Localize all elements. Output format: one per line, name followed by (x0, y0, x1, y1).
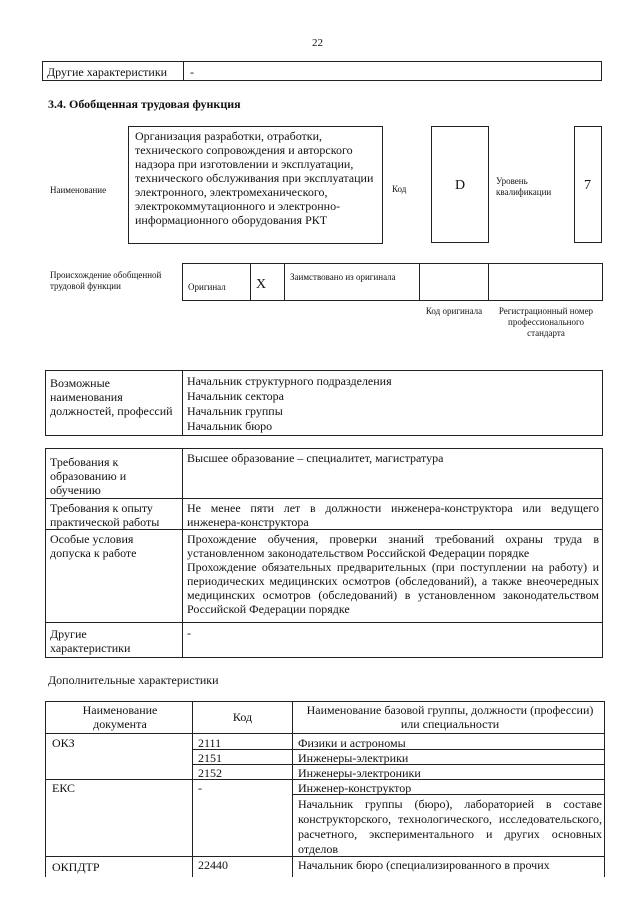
add-eks-name-1: Инженер-конструктор (298, 781, 412, 795)
gf-code-label: Код (392, 184, 407, 194)
page-number: 22 (312, 37, 323, 49)
origin-original-mark: X (256, 277, 267, 292)
gf-code-value: D (455, 178, 466, 193)
add-okpdtr-label: ОКПДТР (52, 860, 100, 874)
add-eks-label: ЕКС (52, 781, 76, 795)
add-okpdtr-name: Начальник бюро (специализированного в прочих (298, 858, 550, 872)
req-other-label: Другие характеристики (50, 627, 131, 655)
gf-name-label: Наименование (50, 185, 107, 195)
add-eks-code: - (198, 781, 202, 795)
req-education-value: Высшее образование – специалитет, магистратура (187, 451, 444, 465)
origin-label: Происхождение обобщенной трудовой функции (50, 270, 162, 291)
add-okz-code-3: 2152 (198, 766, 222, 780)
additional-title: Дополнительные характеристики (48, 673, 219, 687)
top-characteristics-value: - (190, 65, 194, 79)
position-item-2: Начальник сектора (187, 389, 284, 403)
origin-code-caption: Код оригинала (425, 306, 483, 316)
gf-level-label: Уровень квалификации (496, 176, 552, 197)
origin-reg-caption: Регистрационный номер профессионального стандарта (498, 306, 594, 338)
add-okz-code-2: 2151 (198, 751, 222, 765)
add-header-code: Код (232, 710, 253, 724)
req-experience-value: Не менее пяти лет в должности инженера-конструктора или ведущего инженера-конструктора (187, 501, 599, 529)
add-okz-name-3: Инженеры-электроники (298, 766, 421, 780)
top-characteristics-label: Другие характеристики (47, 65, 168, 79)
add-eks-name-2: Начальник группы (бюро), лабораторией в составе конструкторского, технологического, исследовательского, расчетного, экспериментального и других основных отделов (298, 797, 602, 856)
origin-original-label: Оригинал (188, 282, 226, 292)
req-education-label: Требования к образованию и обучению (50, 455, 127, 497)
position-item-3: Начальник группы (187, 404, 283, 418)
position-item-1: Начальник структурного подразделения (187, 374, 392, 388)
req-conditions-value: Прохождение обучения, проверки знаний требований охраны труда в установленном законодательством Российской Федерации порядке (187, 532, 599, 560)
add-okz-name-1: Физики и астрономы (298, 736, 406, 750)
req-other-value: - (187, 626, 191, 640)
add-header-doc: Наименование документа (82, 703, 158, 731)
add-okz-name-2: Инженеры-электрики (298, 751, 409, 765)
req-conditions-value-2: Прохождение обязательных предварительных (при поступлении на работу) и периодических медицинских осмотров (обследований), а также внеочередных медицинских осмотров (обследований) в установленном законодательством Российской Федерации порядке (187, 560, 599, 616)
position-item-4: Начальник бюро (187, 419, 273, 433)
gf-name-text: Организация разработки, отработки, технического сопровождения и авторского надзора при изготовлении и эксплуатации, технического обслуживания при эксплуатации электронного, электромеханического, электрокоммутационного и электронно-информационного оборудования РКТ (135, 129, 374, 227)
add-okpdtr-code: 22440 (198, 858, 228, 872)
positions-label: Возможные наименования должностей, профессий (50, 376, 173, 418)
section-title: 3.4. Обобщенная трудовая функция (48, 97, 241, 111)
gf-level-value: 7 (584, 178, 591, 193)
req-experience-label: Требования к опыту практической работы (50, 501, 160, 529)
origin-borrowed-label: Заимствовано из оригинала (290, 272, 396, 282)
req-conditions-label: Особые условия допуска к работе (50, 532, 137, 560)
add-header-name: Наименование базовой группы, должности (профессии) или специальности (306, 703, 594, 731)
add-okz-label: ОКЗ (52, 736, 75, 750)
add-okz-code-1: 2111 (198, 736, 222, 750)
